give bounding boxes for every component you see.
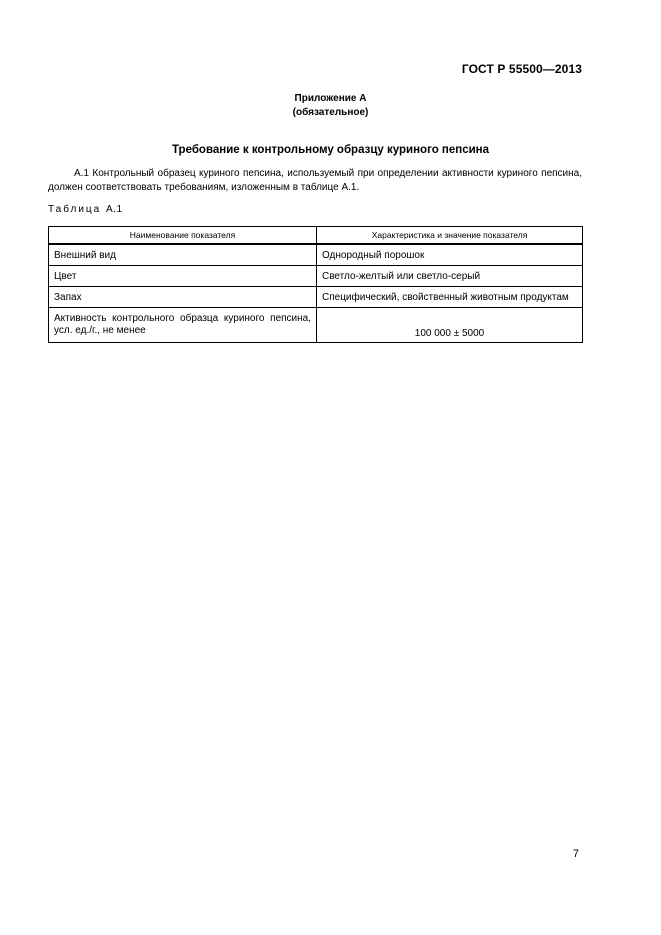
requirements-table — [48, 226, 583, 343]
table-row — [49, 266, 583, 287]
table-caption-number: А.1 — [106, 204, 123, 215]
appendix-heading — [0, 92, 661, 120]
table-row — [49, 244, 583, 266]
table-cell-value: Светло-желтый или светло-серый — [317, 266, 583, 287]
table-cell-name: Активность контрольного образца куриного пепсина, усл. ед./г., не менее — [49, 308, 317, 343]
table-cell-value: 100 000 ± 5000 — [317, 308, 583, 343]
table-cell-value: Специфический, свойственный животным продуктам — [317, 287, 583, 308]
table-cell-value: Однородный порошок — [317, 244, 583, 266]
document-code: ГОСТ Р 55500—2013 — [461, 62, 582, 76]
page-number: 7 — [572, 848, 579, 860]
appendix-title: Приложение А — [294, 93, 367, 104]
table-row — [49, 308, 583, 343]
appendix-status: (обязательное) — [292, 107, 369, 118]
column-header-value: Характеристика и значение показателя — [317, 227, 583, 245]
column-header-name: Наименование показателя — [49, 227, 317, 245]
table-caption-label: Таблица — [48, 204, 102, 215]
paragraph-a1: А.1 Контрольный образец куриного пепсина, используемый при определении активности куриного пепсина, должен соответствовать требованиям, изложенным в таблице А.1. — [48, 168, 582, 193]
table-caption — [48, 204, 123, 215]
table-cell-name: Запах — [49, 287, 317, 308]
table-row — [49, 287, 583, 308]
section-title: Требование к контрольному образцу куриного пепсина — [171, 144, 490, 156]
table-cell-name: Цвет — [49, 266, 317, 287]
table-cell-name: Внешний вид — [49, 244, 317, 266]
table-header-row — [49, 227, 583, 245]
